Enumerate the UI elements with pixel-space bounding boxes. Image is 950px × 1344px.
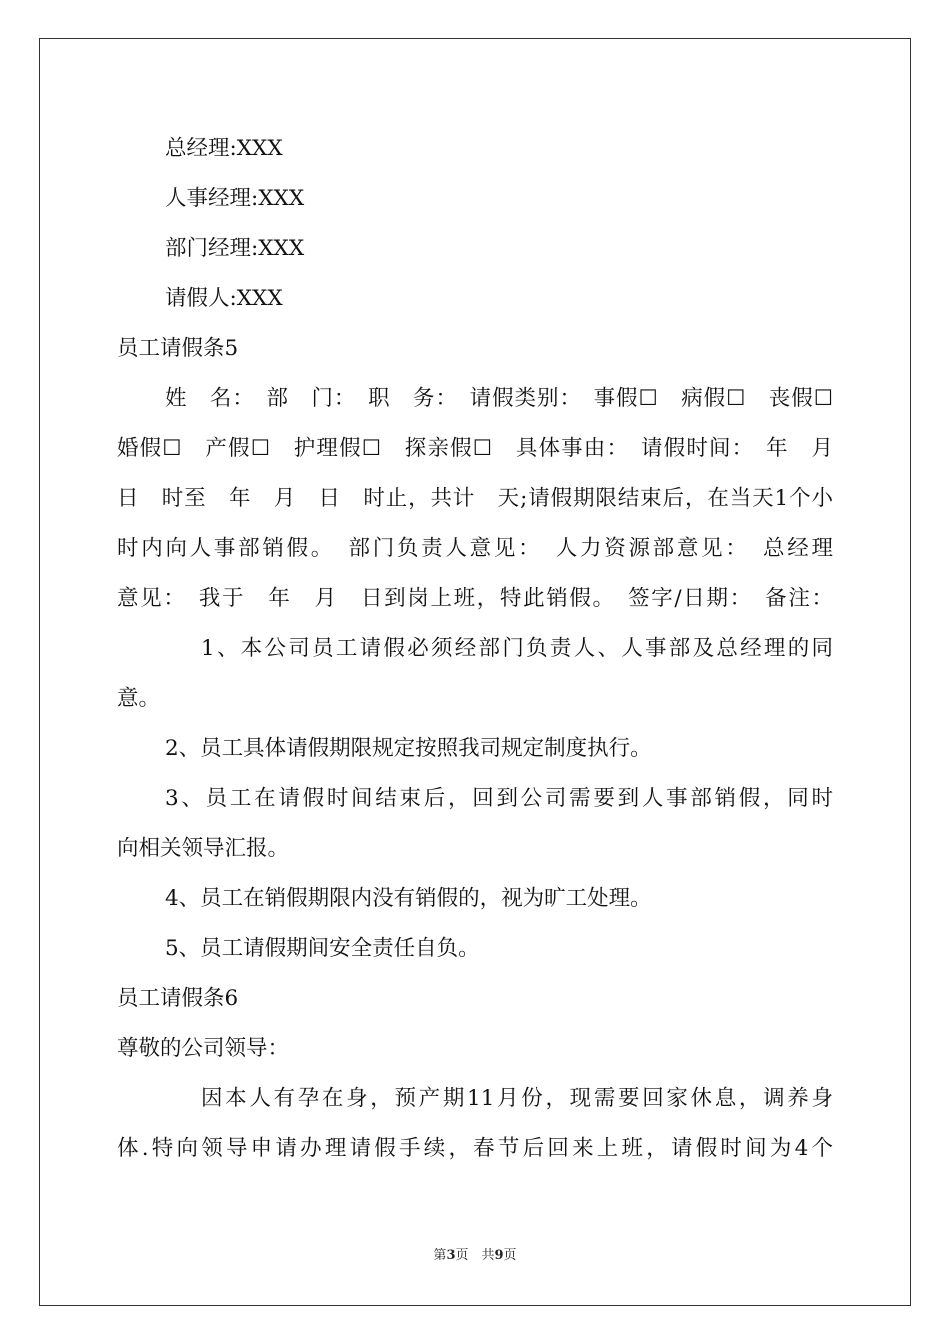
footer-page-mid: 页 共 bbox=[455, 1248, 495, 1263]
signature-applicant: 请假人:XXX bbox=[165, 286, 283, 311]
footer-page-number: 3 bbox=[446, 1248, 456, 1263]
rule-3-line-2: 向相关领导汇报。 bbox=[117, 836, 290, 861]
page-footer bbox=[0, 1244, 950, 1263]
rule-5: 5、员工请假期间安全责任自负。 bbox=[165, 936, 480, 961]
form-line-5: 意见： 我于 年 月 日到岗上班，特此销假。 签字/日期： 备注： bbox=[117, 586, 833, 611]
letter-body-line-1: 因本人有孕在身，预产期11月份，现需要回家休息，调养身 bbox=[201, 1086, 833, 1111]
form-line-2: 婚假☐ 产假☐ 护理假☐ 探亲假☐ 具体事由： 请假时间： 年 月 bbox=[117, 436, 833, 461]
rule-3-line-1: 3、员工在请假时间结束后，回到公司需要到人事部销假，同时 bbox=[165, 786, 833, 811]
form-line-3: 日 时至 年 月 日 时止，共计 天;请假期限结束后，在当天1个小 bbox=[117, 486, 833, 511]
rule-2: 2、员工具体请假期限规定按照我司规定制度执行。 bbox=[165, 736, 652, 761]
rule-1-line-2: 意。 bbox=[117, 686, 161, 711]
footer-page-prefix: 第 bbox=[433, 1248, 447, 1263]
salutation: 尊敬的公司领导： bbox=[117, 1036, 290, 1061]
section-heading-5: 员工请假条5 bbox=[117, 336, 239, 361]
signature-hr-manager: 人事经理:XXX bbox=[165, 186, 305, 211]
section-heading-6: 员工请假条6 bbox=[117, 986, 239, 1011]
document-body bbox=[117, 124, 833, 1174]
rule-1-line-1: 1、本公司员工请假必须经部门负责人、人事部及总经理的同 bbox=[201, 636, 833, 661]
form-line-4: 时内向人事部销假。 部门负责人意见： 人力资源部意见： 总经理 bbox=[117, 536, 833, 561]
form-line-1: 姓 名： 部 门： 职 务： 请假类别： 事假☐ 病假☐ 丧假☐ bbox=[165, 386, 833, 411]
signature-dept-manager: 部门经理:XXX bbox=[165, 236, 305, 261]
rule-4: 4、员工在销假期限内没有销假的，视为旷工处理。 bbox=[165, 886, 652, 911]
signature-general-manager: 总经理:XXX bbox=[165, 136, 283, 161]
footer-total-pages: 9 bbox=[494, 1248, 504, 1263]
letter-body-line-2: 体.特向领导申请办理请假手续，春节后回来上班，请假时间为4个 bbox=[117, 1136, 833, 1161]
footer-page-suffix: 页 bbox=[503, 1248, 517, 1263]
